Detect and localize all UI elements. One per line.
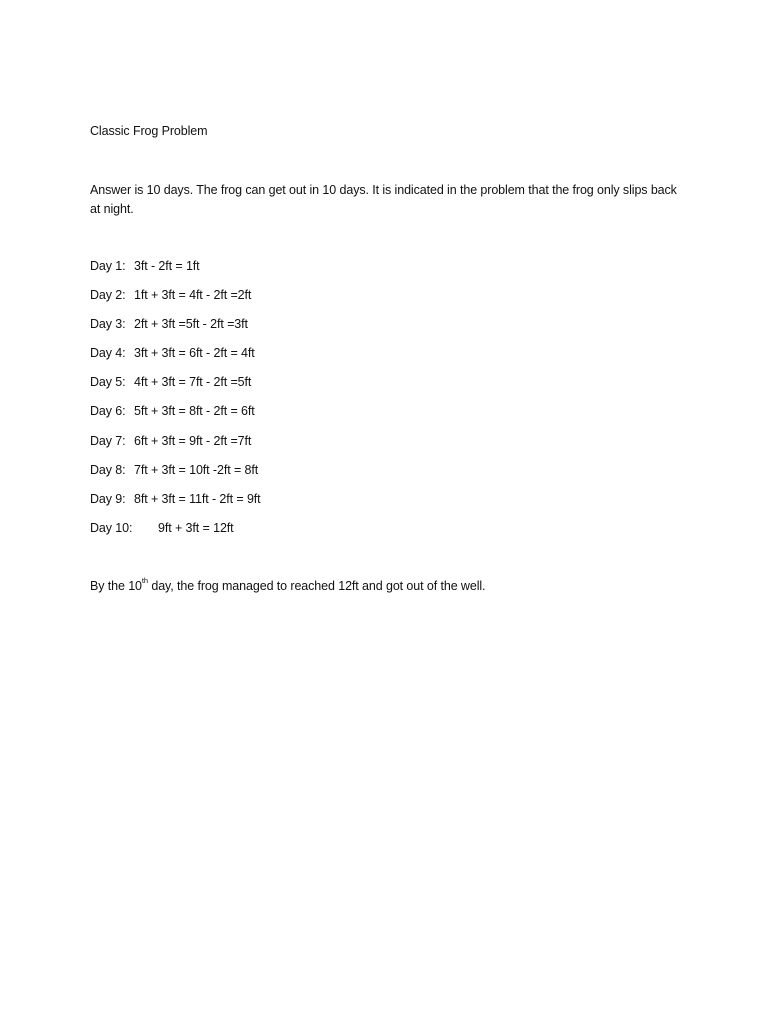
conclusion-text-start: By the 10	[90, 579, 142, 593]
day-label: Day 10:	[90, 520, 133, 535]
ordinal-superscript: th	[141, 576, 148, 585]
day-row	[90, 433, 261, 462]
conclusion-paragraph	[90, 578, 485, 594]
day-row	[90, 345, 261, 374]
day-label: Day 9:	[90, 491, 126, 506]
day-label: Day 5:	[90, 375, 126, 390]
day-label: Day 4:	[90, 346, 126, 361]
day-row	[90, 374, 261, 403]
day-equation: 8ft + 3ft = 11ft - 2ft = 9ft	[134, 491, 261, 506]
day-equation: 3ft - 2ft = 1ft	[134, 259, 200, 273]
day-label: Day 8:	[90, 462, 126, 477]
day-equation: 3ft + 3ft = 6ft - 2ft = 4ft	[134, 346, 255, 361]
day-label: Day 2:	[90, 288, 126, 303]
day-equation: 4ft + 3ft = 7ft - 2ft =5ft	[134, 375, 252, 390]
conclusion-text-end: day, the frog managed to reached 12ft and got out of the well.	[147, 579, 486, 593]
day-row	[90, 462, 261, 491]
day-label: Day 1:	[90, 259, 126, 273]
day-equation: 1ft + 3ft = 4ft - 2ft =2ft	[134, 288, 252, 303]
day-equation: 9ft + 3ft = 12ft	[158, 520, 234, 535]
day-label: Day 6:	[90, 404, 126, 419]
day-label: Day 7:	[90, 433, 126, 448]
day-equation: 5ft + 3ft = 8ft - 2ft = 6ft	[134, 404, 255, 419]
day-label: Day 3:	[90, 317, 126, 332]
day-row	[90, 316, 261, 345]
day-equation: 2ft + 3ft =5ft - 2ft =3ft	[134, 317, 248, 332]
day-equation: 6ft + 3ft = 9ft - 2ft =7ft	[134, 433, 252, 448]
day-list	[90, 258, 261, 549]
day-row	[90, 287, 261, 316]
day-row	[90, 403, 261, 432]
day-row	[90, 258, 261, 287]
day-row	[90, 520, 261, 549]
answer-paragraph: Answer is 10 days. The frog can get out in 10 days. It is indicated in the problem that the frog only slips back at night.	[90, 183, 677, 216]
day-row	[90, 491, 261, 520]
document-title: Classic Frog Problem	[90, 124, 208, 138]
day-equation: 7ft + 3ft = 10ft -2ft = 8ft	[134, 462, 259, 477]
